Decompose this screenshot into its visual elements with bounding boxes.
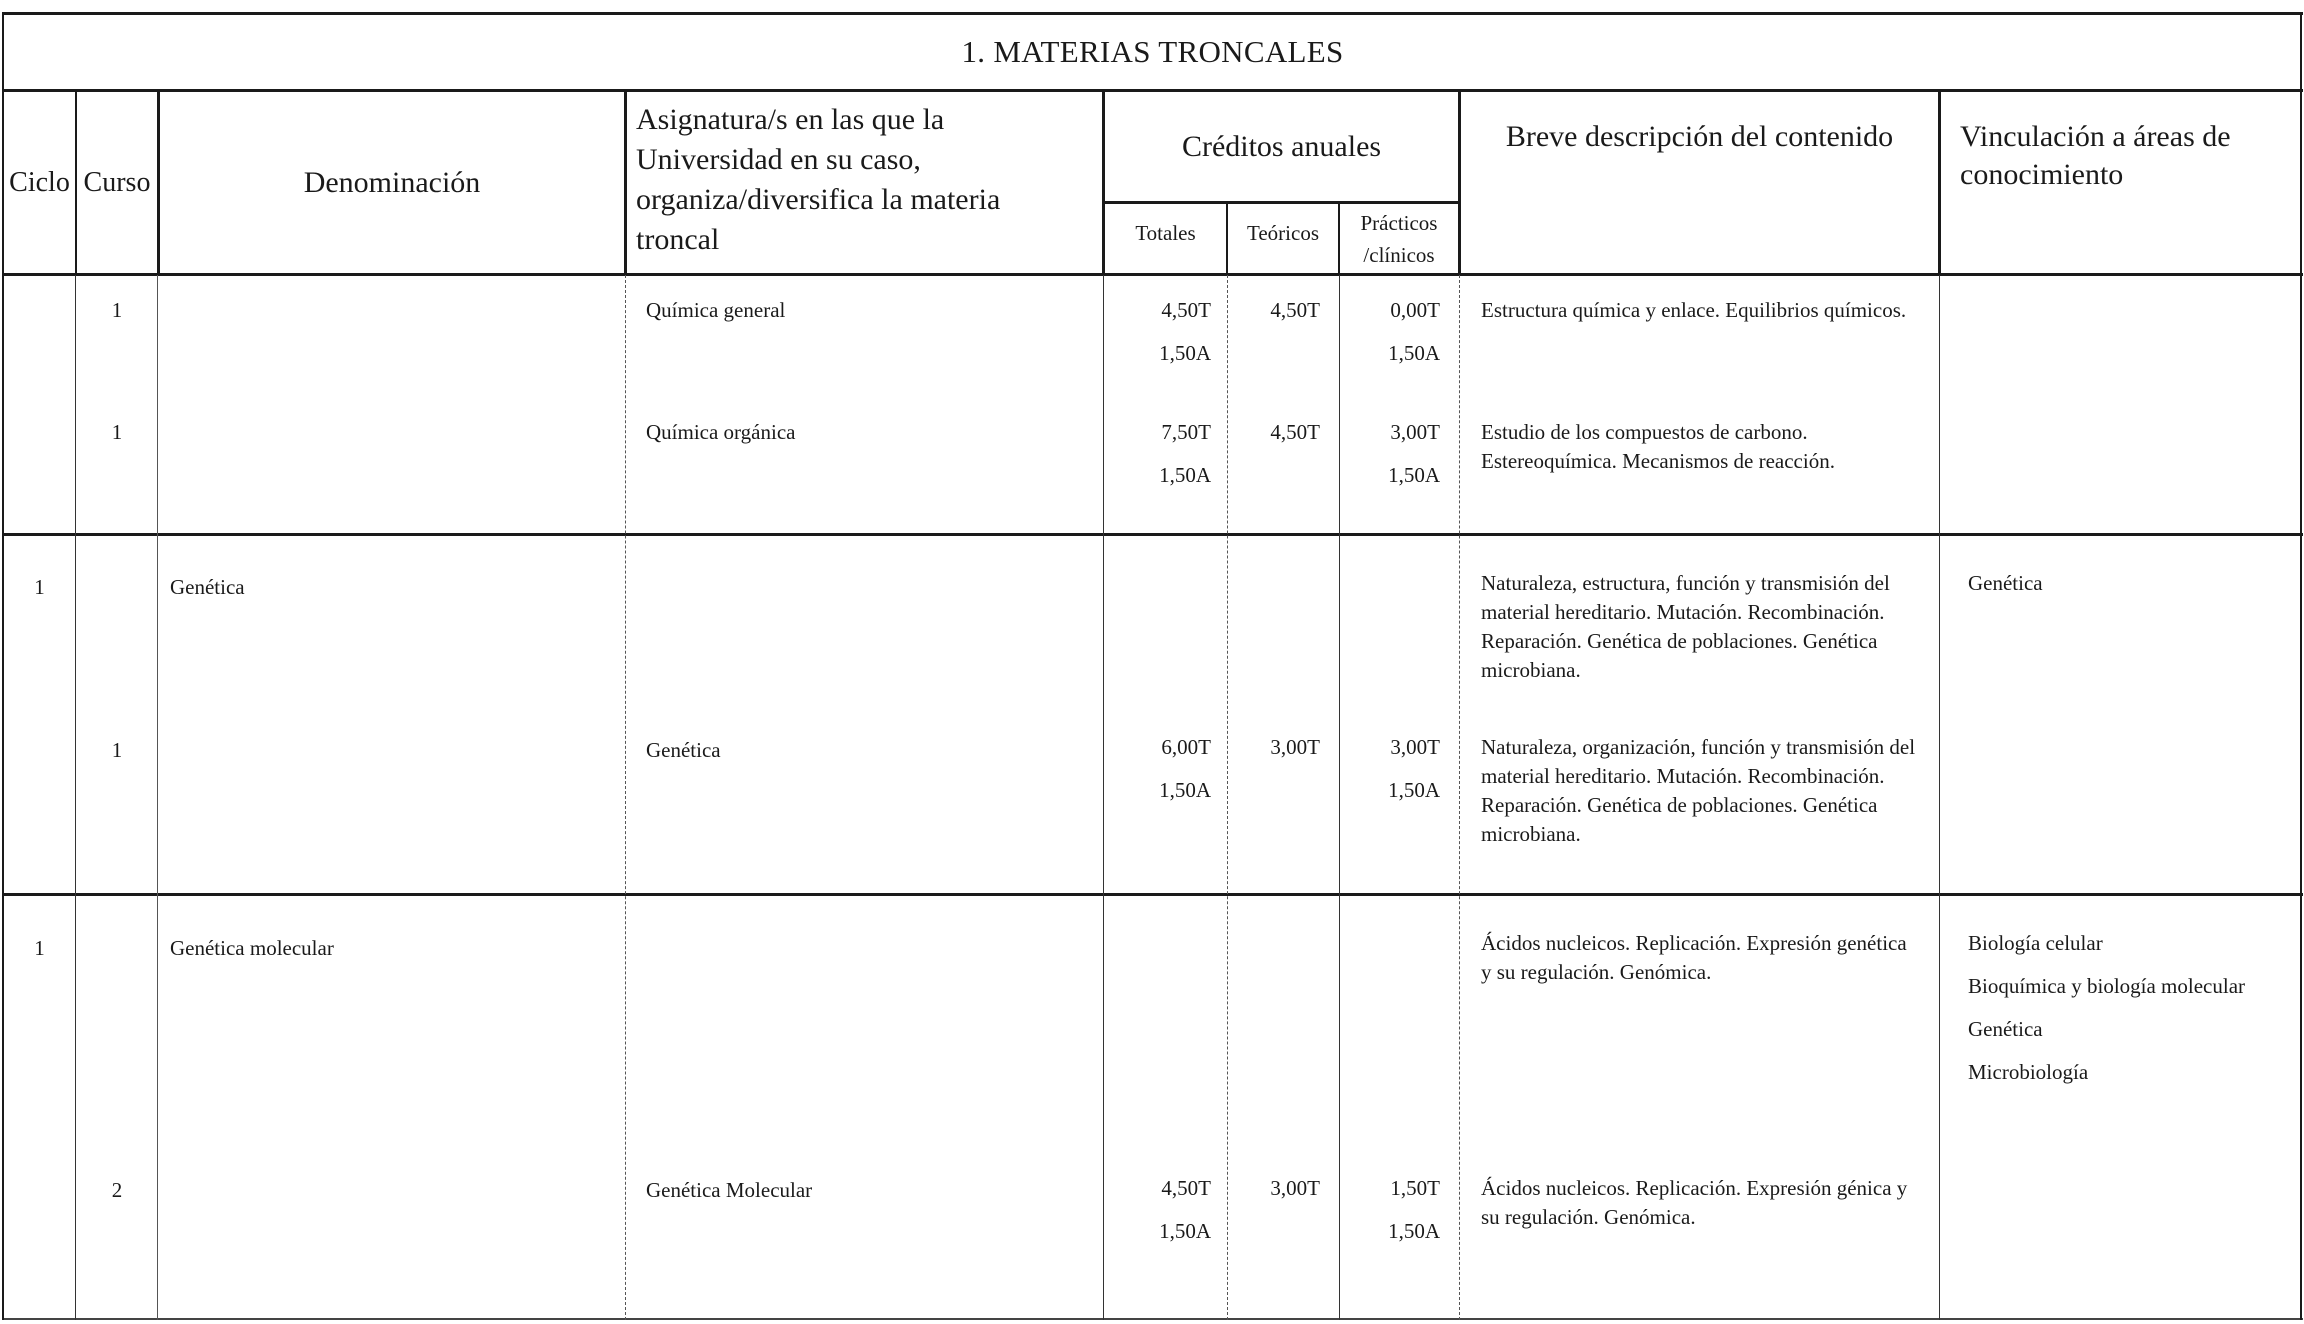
header-asignatura: Asignatura/s en las que la Universidad en su caso, organiza/diversifica la materia troncal <box>636 103 1001 256</box>
ciclo-value: 1 <box>34 936 45 960</box>
practicos-value: 1,50A <box>1388 463 1440 487</box>
header-col-divider <box>1938 89 1941 275</box>
teoricos-value: 3,00T <box>1270 735 1320 759</box>
header-descripcion: Breve descripción del contenido <box>1505 120 1894 153</box>
asignatura-description: Estructura química y enlace. Equilibrios químicos. <box>1481 298 1907 322</box>
table-right-border <box>2300 12 2302 1320</box>
totales-value: 4,50T <box>1161 298 1211 322</box>
vinculacion-area: Biología celular <box>1968 931 2103 955</box>
group-divider <box>3 533 2303 536</box>
teoricos-value: 4,50T <box>1270 298 1320 322</box>
practicos-value: 0,00T <box>1390 298 1440 322</box>
asignatura-name: Genética Molecular <box>646 1178 813 1202</box>
vinculacion-list <box>1968 929 2268 1101</box>
vinculacion-area: Genética <box>1968 571 2043 595</box>
header-curso: Curso <box>83 166 151 198</box>
practicos-value: 1,50T <box>1390 1176 1440 1200</box>
header-col-divider <box>1338 201 1340 275</box>
teoricos-value: 3,00T <box>1270 1176 1320 1200</box>
section-title: 1. MATERIAS TRONCALES <box>961 33 1344 69</box>
curso-value: 2 <box>111 1178 123 1202</box>
asignatura-description: Naturaleza, organización, función y transmisión del material hereditario. Mutación. Recombinación. Reparación. Genética de poblaciones. Genética microbiana. <box>1481 735 1916 846</box>
vinculacion-list <box>1968 569 2298 612</box>
asignatura-description: Estudio de los compuestos de carbono. Estereoquímica. Mecanismos de reacción. <box>1481 420 1835 473</box>
totales-value: 6,00T <box>1161 735 1211 759</box>
header-vinculacion: Vinculación a áreas de conocimiento <box>1960 120 2231 191</box>
curso-value: 1 <box>111 298 123 322</box>
asignatura-description: Ácidos nucleicos. Replicación. Expresión génica y su regulación. Genómica. <box>1481 1176 1908 1229</box>
practicos-value: 3,00T <box>1390 735 1440 759</box>
asignatura-name: Genética <box>646 738 721 762</box>
totales-value: 1,50A <box>1159 1219 1211 1243</box>
totales-value: 7,50T <box>1161 420 1211 444</box>
asignatura-name: Química general <box>646 298 786 322</box>
totales-value: 4,50T <box>1161 1176 1211 1200</box>
body-col-divider <box>157 275 158 1320</box>
table-bottom-border <box>3 1318 2303 1320</box>
teoricos-value: 4,50T <box>1270 420 1320 444</box>
ciclo-value: 1 <box>34 575 45 599</box>
body-col-divider <box>625 275 627 1320</box>
vinculacion-area: Genética <box>1968 1017 2043 1041</box>
header-bottom-border <box>3 273 2303 276</box>
curso-value: 1 <box>111 420 123 444</box>
practicos-value: 1,50A <box>1388 341 1440 365</box>
header-ciclo: Ciclo <box>9 166 70 198</box>
totales-value: 1,50A <box>1159 463 1211 487</box>
header-totales: Totales <box>1135 221 1196 245</box>
body-col-divider <box>1339 275 1340 1320</box>
materia-description: Naturaleza, estructura, función y transmisión del material hereditario. Mutación. Recombinación. Reparación. Genética de poblaciones. Genética microbiana. <box>1481 571 1890 682</box>
vinculacion-area: Bioquímica y biología molecular <box>1968 974 2246 998</box>
vinculacion-area: Microbiología <box>1968 1060 2089 1084</box>
asignatura-name: Química orgánica <box>646 420 796 444</box>
totales-value: 1,50A <box>1159 778 1211 802</box>
denominacion-value: Genética molecular <box>170 936 334 960</box>
curso-value: 1 <box>111 738 123 762</box>
totales-value: 1,50A <box>1159 341 1211 365</box>
header-practicos: Prácticos /clínicos <box>1360 211 1438 267</box>
body-col-divider <box>1103 275 1104 1320</box>
practicos-value: 1,50A <box>1388 778 1440 802</box>
practicos-value: 3,00T <box>1390 420 1440 444</box>
materia-description: Ácidos nucleicos. Replicación. Expresión genética y su regulación. Genómica. <box>1481 931 1907 984</box>
header-creditos: Créditos anuales <box>1181 129 1382 163</box>
body-col-divider <box>1459 275 1461 1320</box>
group-divider <box>3 893 2303 896</box>
body-col-divider <box>1939 275 1940 1320</box>
practicos-value: 1,50A <box>1388 1219 1440 1243</box>
header-denominacion: Denominación <box>303 165 481 199</box>
header-col-divider <box>624 89 627 275</box>
body-col-divider <box>75 275 76 1320</box>
denominacion-value: Genética <box>170 575 245 599</box>
header-teoricos: Teóricos <box>1246 221 1319 245</box>
